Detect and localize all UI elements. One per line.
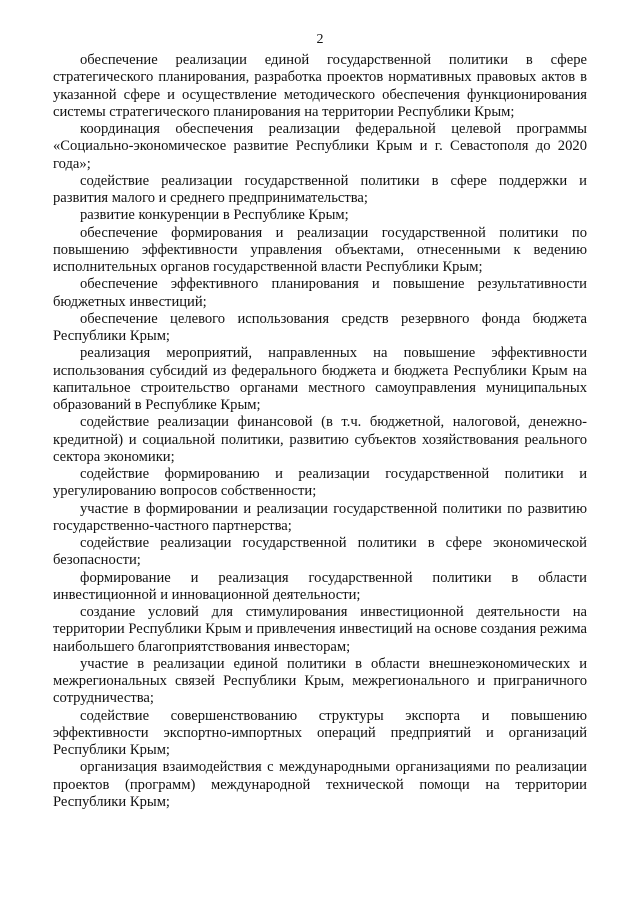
paragraph: содействие формированию и реализации государственной политики и урегулированию вопросов собственности; (53, 466, 587, 500)
paragraph: координация обеспечения реализации федеральной целевой программы «Социально-экономическое развитие Республики Крым и г. Севастополя до 2020 года»; (53, 121, 587, 172)
paragraph: формирование и реализация государственной политики в области инвестиционной и инновационной деятельности; (53, 569, 587, 603)
paragraph: обеспечение формирования и реализации государственной политики по повышению эффективности управления объектами, отнесенными к ведению исполнительных органов государственной власти Республики Крым; (53, 224, 587, 275)
document-body (53, 52, 587, 811)
paragraph: обеспечение реализации единой государственной политики в сфере стратегического планирования, разработка проектов нормативных правовых актов в указанной сфере и осуществление методического обеспечения функционирования системы стратегического планирования на территории Республики Крым; (53, 52, 587, 120)
paragraph: создание условий для стимулирования инвестиционной деятельности на территории Республики Крым и привлечения инвестиций на основе создания режима наибольшего благоприятствования инвесторам; (53, 604, 587, 655)
paragraph: содействие реализации государственной политики в сфере поддержки и развития малого и среднего предпринимательства; (53, 172, 587, 206)
paragraph: организация взаимодействия с международными организациями по реализации проектов (программ) международной технической помощи на территории Республики Крым; (53, 759, 587, 810)
paragraph: развитие конкуренции в Республике Крым; (80, 207, 349, 224)
paragraph: участие в формировании и реализации государственной политики по развитию государственно-частного партнерства; (53, 500, 587, 534)
page-number: 2 (316, 32, 324, 47)
paragraph: участие в реализации единой политики в области внешнеэкономических и межрегиональных связей Республики Крым, межрегионального и приграничного сотрудничества; (53, 655, 587, 707)
paragraph: обеспечение эффективного планирования и повышение результативности бюджетных инвестиций; (53, 276, 587, 310)
paragraph: содействие реализации финансовой (в т.ч. бюджетной, налоговой, денежно-кредитной) и социальной политики, развитию субъектов хозяйствования реального сектора экономики; (53, 414, 587, 465)
paragraph: обеспечение целевого использования средств резервного фонда бюджета Республики Крым; (53, 310, 587, 344)
paragraph: содействие реализации государственной политики в сфере экономической безопасности; (53, 535, 587, 569)
paragraph: содействие совершенствованию структуры экспорта и повышению эффективности экспортно-импортных операций предприятий и организаций Республики Крым; (53, 707, 587, 758)
paragraph: реализация мероприятий, направленных на повышение эффективности использования субсидий из федерального бюджета и бюджета Республики Крым на капитальное строительство органами местного самоуправления муниципальных образований в Республике Крым; (53, 345, 587, 413)
